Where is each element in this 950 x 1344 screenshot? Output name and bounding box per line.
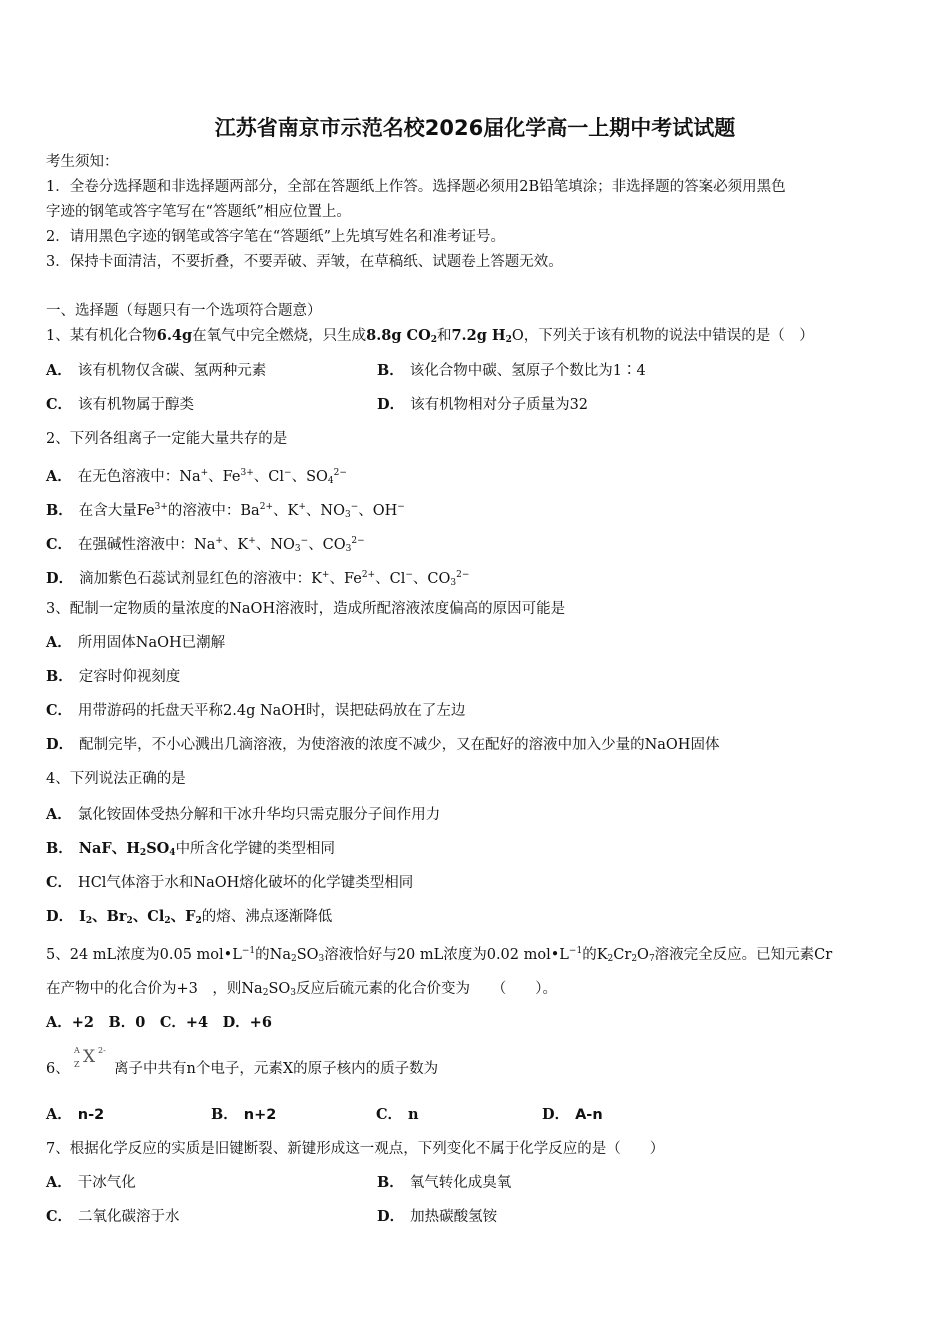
question-5-options: A．+2 B．0 C．+4 D．+6 [46, 1014, 272, 1031]
q1-option-b: B． 该化合物中碳、氢原子个数比为1∶4 [377, 362, 646, 379]
question-4-stem: 4、下列说法正确的是 [46, 771, 186, 787]
q4-option-c: C． HCl气体溶于水和NaOH熔化破坏的化学键类型相同 [46, 874, 414, 891]
q1-option-c: C． 该有机物属于醇类 [46, 396, 195, 413]
q1-option-d: D． 该有机物相对分子质量为32 [377, 396, 589, 413]
page-title: 江苏省南京市示范名校2026届化学高一上期中考试试题 [214, 116, 736, 140]
question-3-stem: 3、配制一定物质的量浓度的NaOH溶液时，造成所配溶液浓度偏高的原因可能是 [46, 601, 566, 617]
notice-item-1-cont: 字迹的钢笔或答字笔写在“答题纸”相应位置上。 [46, 204, 351, 220]
q6-option-b: B． n+2 [211, 1106, 277, 1123]
notice-item-1: 1．全卷分选择题和非选择题两部分，全部在答题纸上作答。选择题必须用2B铅笔填涂；非选择题的答案必须用黑色 [46, 179, 786, 195]
question-5-stem-line-2: 在产物中的化合价为+3 ，则$Na_2SO_3$反应后硫元素的化合价变为 （ ）。 [46, 981, 558, 998]
q2-option-c: C． 在强碱性溶液中：Na+、K+、$NO_3^-$、$CO_3^{2-}$ [46, 536, 365, 554]
q4-option-b: B． NaF、$H_2SO_4$中所含化学键的类型相同 [46, 840, 336, 858]
q3-option-a: A． 所用固体NaOH已潮解 [46, 634, 226, 651]
q7-option-c: C． 二氧化碳溶于水 [46, 1208, 180, 1225]
q4-option-d: D． $I_2$、$Br_2$、$Cl_2$、$F_2$的熔、沸点逐渐降低 [46, 908, 333, 926]
question-6-number: 6、 [46, 1061, 70, 1077]
q7-option-a: A． 干冰气化 [46, 1174, 136, 1191]
q6-option-a: A． n-2 [46, 1106, 105, 1123]
q2-option-a: A． 在无色溶液中：Na+、$Fe^{3+}$、Cl−、$SO_4^{2-}$ [46, 468, 347, 486]
q7-option-d: D． 加热碳酸氢铵 [377, 1208, 498, 1225]
notice-item-2: 2．请用黑色字迹的钢笔或答字笔在“答题纸”上先填写姓名和准考证号。 [46, 229, 506, 245]
question-7-stem: 7、根据化学反应的实质是旧键断裂、新键形成这一观点，下列变化不属于化学反应的是（ ） [46, 1141, 665, 1157]
notice-heading: 考生须知： [46, 154, 119, 170]
isotope-notation-image: A Z X 2- [74, 1046, 106, 1069]
q3-option-b: B． 定容时仰视刻度 [46, 668, 181, 685]
question-1-stem: 1、某有机化合物6.4g在氧气中完全燃烧，只生成8.8g $CO_2$和7.2g $H_2O$，下列关于该有机物的说法中错误的是（ ） [46, 327, 814, 345]
q6-option-d: D． A-n [542, 1106, 603, 1123]
question-5-stem-line-1: 5、24 mL浓度为0.05 $mol•L^{-1}$的$Na_2SO_3$溶液恰好与20 mL浓度为0.02 $mol•L^{-1}$的$K_2Cr_2O_7$溶液完全反应。已知元素Cr [46, 946, 833, 964]
question-2-stem: 2、下列各组离子一定能大量共存的是 [46, 431, 288, 447]
q2-option-b: B． 在含大量$Fe^{3+}$的溶液中：$Ba^{2+}$、K+、$NO_3^-$、OH− [46, 502, 405, 520]
q1-option-a: A． 该有机物仅含碳、氢两种元素 [46, 362, 267, 379]
q3-option-d: D． 配制完毕，不小心溅出几滴溶液，为使溶液的浓度不减少，又在配好的溶液中加入少量的NaOH固体 [46, 736, 720, 753]
q3-option-c: C． 用带游码的托盘天平称2.4g NaOH时，误把砝码放在了左边 [46, 702, 466, 719]
q6-option-c: C． n [376, 1106, 419, 1123]
section-heading: 一、选择题（每题只有一个选项符合题意） [46, 303, 322, 319]
q4-option-a: A． 氯化铵固体受热分解和干冰升华均只需克服分子间作用力 [46, 806, 441, 823]
question-6-stem: 离子中共有n个电子，元素X的原子核内的质子数为 [114, 1061, 439, 1077]
notice-item-3: 3．保持卡面清洁，不要折叠，不要弄破、弄皱，在草稿纸、试题卷上答题无效。 [46, 254, 563, 270]
q2-option-d: D． 滴加紫色石蕊试剂显红色的溶液中：K+、$Fe^{2+}$、Cl−、$CO_3^{2-}$ [46, 570, 470, 588]
q7-option-b: B． 氧气转化成臭氧 [377, 1174, 512, 1191]
